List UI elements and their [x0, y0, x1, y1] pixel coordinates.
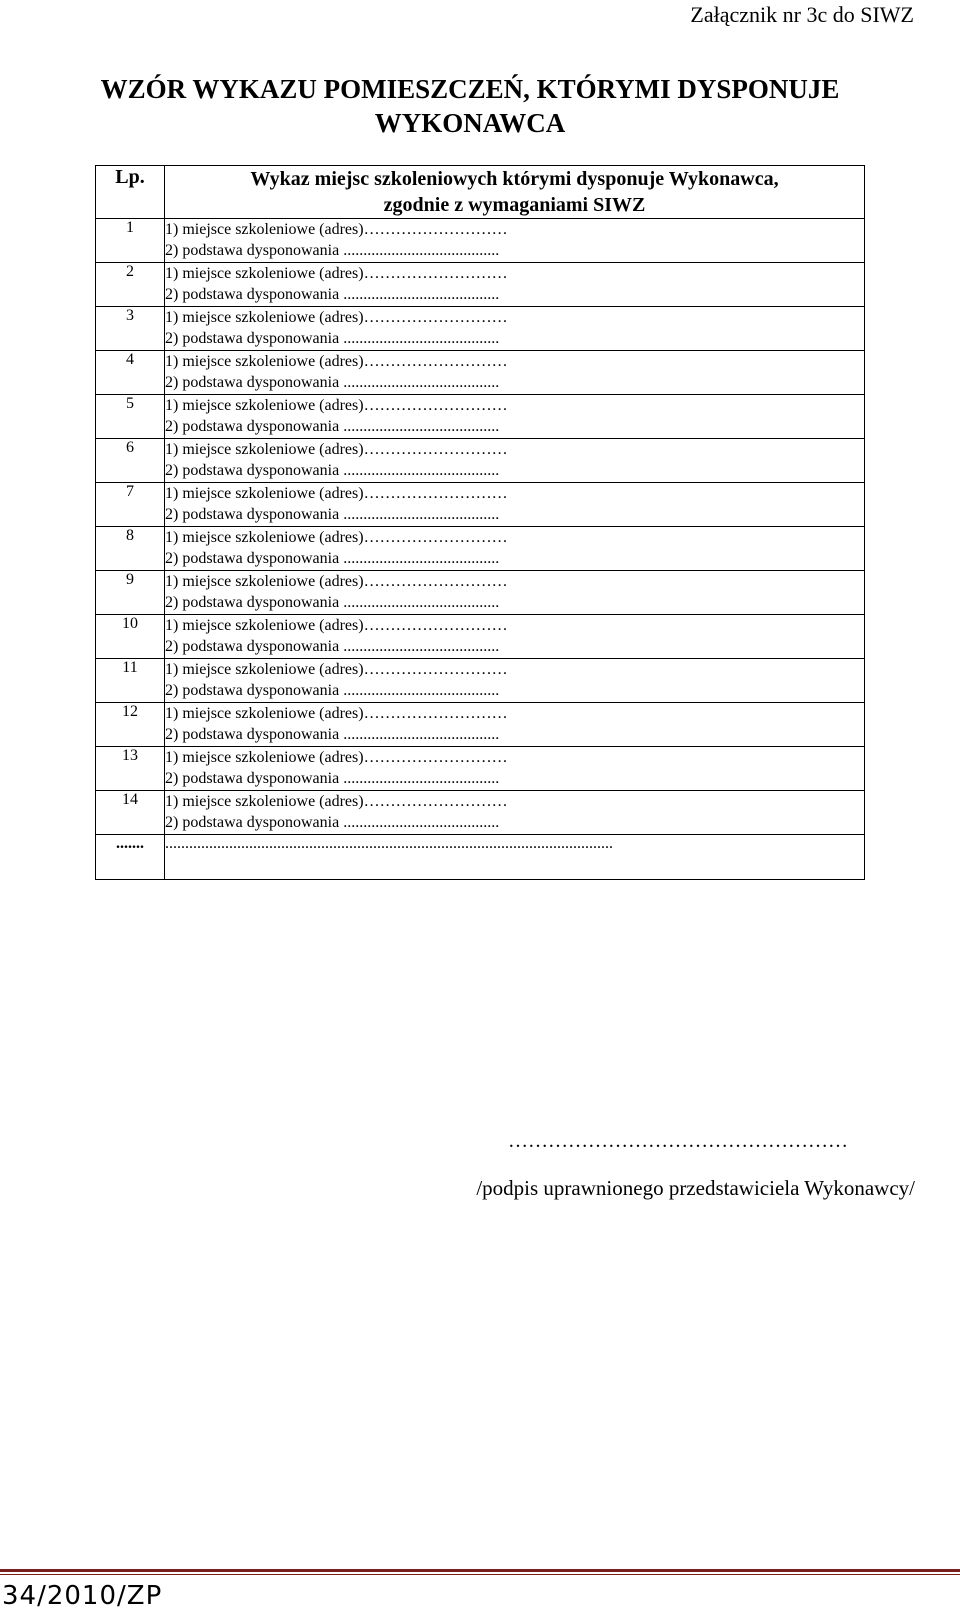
row-number: 9	[96, 571, 165, 615]
row-address-line: 1) miejsce szkoleniowe (adres)………………………	[165, 397, 508, 414]
row-address-line: 1) miejsce szkoleniowe (adres)………………………	[165, 309, 508, 326]
row-address-line: 1) miejsce szkoleniowe (adres)………………………	[165, 485, 508, 502]
row-description	[165, 483, 865, 527]
row-number: 6	[96, 439, 165, 483]
table-row-continuation	[96, 835, 865, 880]
table-row	[96, 263, 865, 307]
annex-label: Załącznik nr 3c do SIWZ	[690, 2, 914, 27]
row-address-line: 1) miejsce szkoleniowe (adres)………………………	[165, 573, 508, 590]
table-row	[96, 615, 865, 659]
row-basis-line: 2) podstawa dysponowania .......................................	[165, 770, 500, 787]
table-row	[96, 439, 865, 483]
row-number: 4	[96, 351, 165, 395]
footer-rule-thin	[0, 1574, 960, 1575]
table-row	[96, 747, 865, 791]
row-description	[165, 571, 865, 615]
row-address-line: 1) miejsce szkoleniowe (adres)………………………	[165, 705, 508, 722]
row-address-line: 1) miejsce szkoleniowe (adres)………………………	[165, 441, 508, 458]
page-title-line2: WYKONAWCA	[374, 108, 566, 138]
row-basis-line: 2) podstawa dysponowania .......................................	[165, 462, 500, 479]
table-row	[96, 571, 865, 615]
row-address-line: 1) miejsce szkoleniowe (adres)………………………	[165, 529, 508, 546]
signature-dots: ……………………………………………	[508, 1130, 848, 1152]
row-basis-line: 2) podstawa dysponowania .......................................	[165, 594, 500, 611]
row-description	[165, 703, 865, 747]
row-basis-line: 2) podstawa dysponowania .......................................	[165, 550, 500, 567]
row-number: 10	[96, 615, 165, 659]
row-basis-line: 2) podstawa dysponowania .......................................	[165, 374, 500, 391]
table-row	[96, 219, 865, 263]
row-basis-line: 2) podstawa dysponowania .......................................	[165, 638, 500, 655]
table-body	[96, 219, 865, 880]
table-row	[96, 483, 865, 527]
table-row	[96, 527, 865, 571]
table-row	[96, 703, 865, 747]
row-number: 1	[96, 219, 165, 263]
row-address-line: 1) miejsce szkoleniowe (adres)………………………	[165, 617, 508, 634]
table-row	[96, 791, 865, 835]
row-number: 8	[96, 527, 165, 571]
header-description-line2: zgodnie z wymaganiami SIWZ	[383, 194, 646, 216]
row-address-line: 1) miejsce szkoleniowe (adres)………………………	[165, 793, 508, 810]
row-number: 3	[96, 307, 165, 351]
row-description	[165, 439, 865, 483]
signature-label: /podpis uprawnionego przedstawiciela Wykonawcy/	[476, 1176, 915, 1200]
header-lp: Lp.	[96, 166, 165, 219]
row-basis-line: 2) podstawa dysponowania .......................................	[165, 814, 500, 831]
table-row	[96, 307, 865, 351]
row-address-line: 1) miejsce szkoleniowe (adres)………………………	[165, 265, 508, 282]
row-address-line: 1) miejsce szkoleniowe (adres)………………………	[165, 221, 508, 238]
row-address-line: 1) miejsce szkoleniowe (adres)………………………	[165, 749, 508, 766]
row-basis-line: 2) podstawa dysponowania .......................................	[165, 418, 500, 435]
row-number: 14	[96, 791, 165, 835]
row-description	[165, 263, 865, 307]
row-basis-line: 2) podstawa dysponowania .......................................	[165, 330, 500, 347]
row-description	[165, 527, 865, 571]
row-number: 2	[96, 263, 165, 307]
row-number: 11	[96, 659, 165, 703]
rooms-table	[95, 165, 865, 880]
page-title-line1: WZÓR WYKAZU POMIESZCZEŃ, KTÓRYMI DYSPONUJE	[100, 74, 840, 104]
header-description-line1: Wykaz miejsc szkoleniowych którymi dysponuje Wykonawca,	[250, 168, 779, 190]
table-header-row	[96, 166, 865, 219]
row-description	[165, 659, 865, 703]
table-row	[96, 395, 865, 439]
row-basis-line: 2) podstawa dysponowania .......................................	[165, 682, 500, 699]
footer-rule	[0, 1569, 960, 1572]
row-description	[165, 219, 865, 263]
table-row	[96, 659, 865, 703]
row-number: 13	[96, 747, 165, 791]
row-basis-line: 2) podstawa dysponowania .......................................	[165, 726, 500, 743]
table-row	[96, 351, 865, 395]
row-description	[165, 615, 865, 659]
row-description	[165, 307, 865, 351]
page-title	[50, 72, 890, 140]
row-basis-line: 2) podstawa dysponowania .......................................	[165, 286, 500, 303]
row-description-continuation: ................................................................................................................	[165, 835, 865, 880]
row-number: 7	[96, 483, 165, 527]
row-number: 12	[96, 703, 165, 747]
row-description	[165, 747, 865, 791]
row-address-line: 1) miejsce szkoleniowe (adres)………………………	[165, 353, 508, 370]
row-number-continuation: .......	[96, 835, 165, 880]
row-basis-line: 2) podstawa dysponowania .......................................	[165, 242, 500, 259]
row-basis-line: 2) podstawa dysponowania .......................................	[165, 506, 500, 523]
header-description	[165, 166, 865, 219]
row-description	[165, 351, 865, 395]
row-description	[165, 395, 865, 439]
row-description	[165, 791, 865, 835]
footer-document-code: 34/2010/ZP	[2, 1581, 163, 1611]
row-address-line: 1) miejsce szkoleniowe (adres)………………………	[165, 661, 508, 678]
row-number: 5	[96, 395, 165, 439]
